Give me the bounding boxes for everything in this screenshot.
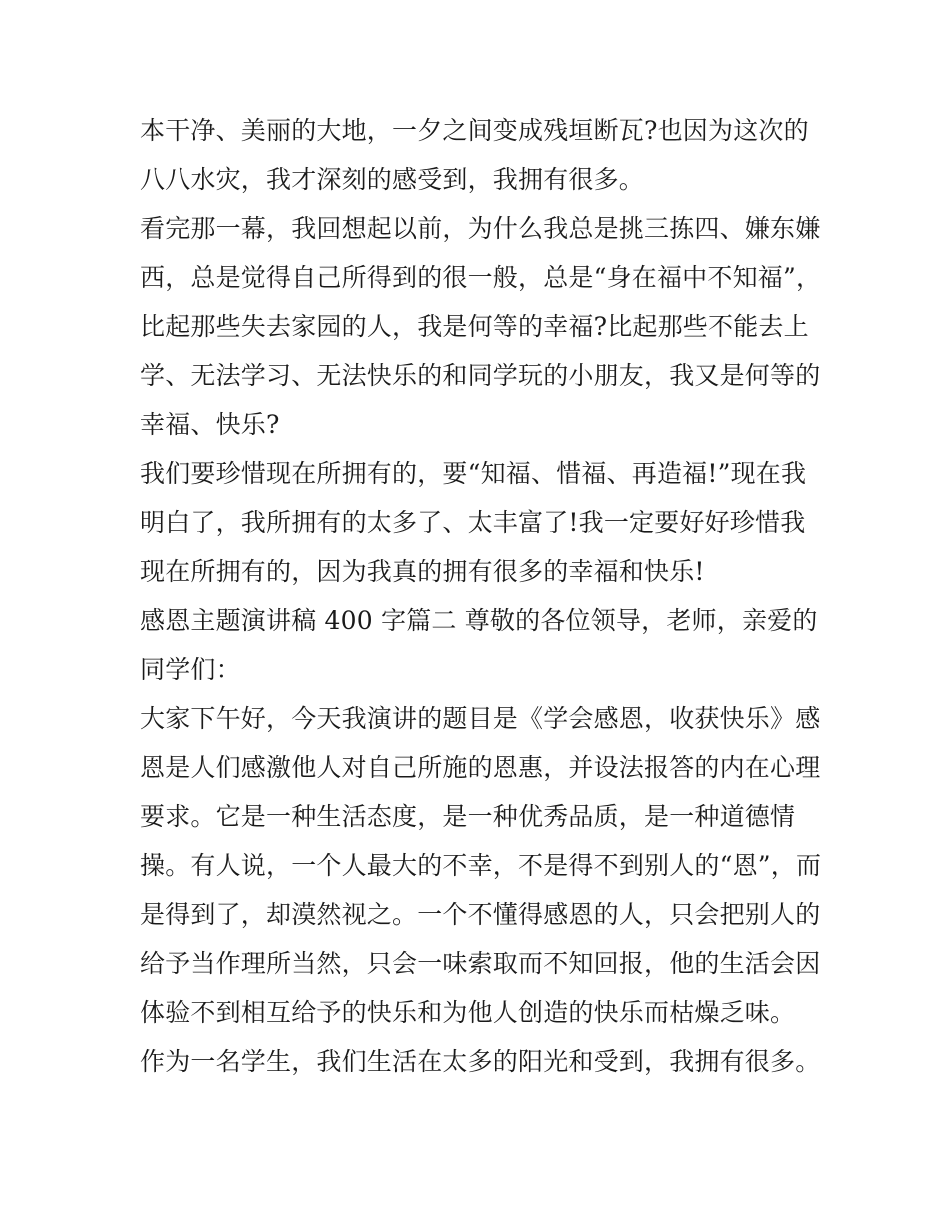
text-line: 是得到了，却漠然视之。一个不懂得感恩的人，只会把别人的 <box>140 900 821 929</box>
text-line: 看完那一幕，我回想起以前，为什么我总是挑三拣四、嫌东嫌 <box>140 214 821 243</box>
text-line: 要求。它是一种生活态度，是一种优秀品质，是一种道德情 <box>140 802 796 831</box>
text-line: 体验不到相互给予的快乐和为他人创造的快乐而枯燥乏味。 <box>140 998 796 1027</box>
text-line: 我们要珍惜现在所拥有的，要“知福、惜福、再造福!”现在我 <box>140 459 807 488</box>
text-line: 同学们： <box>140 655 241 684</box>
text-line: 大家下午好，今天我演讲的题目是《学会感恩，收获快乐》感 <box>140 704 821 733</box>
text-line: 作为一名学生，我们生活在太多的阳光和受到，我拥有很多。 <box>140 1047 821 1076</box>
text-line: 比起那些失去家园的人，我是何等的幸福?比起那些不能去上 <box>140 312 809 341</box>
text-line: 学、无法学习、无法快乐的和同学玩的小朋友，我又是何等的 <box>140 361 821 390</box>
text-line: 本干净、美丽的大地，一夕之间变成残垣断瓦?也因为这次的 <box>140 116 809 145</box>
text-line: 幸福、快乐? <box>140 410 280 439</box>
text-line: 明白了，我所拥有的太多了、太丰富了!我一定要好好珍惜我 <box>140 508 806 537</box>
text-line: 操。有人说，一个人最大的不幸，不是得不到别人的“恩”，而 <box>140 851 822 880</box>
section-heading-line: 感恩主题演讲稿 400 字篇二 尊敬的各位领导，老师，亲爱的 <box>140 606 818 635</box>
text-line: 八八水灾，我才深刻的感受到，我拥有很多。 <box>140 165 645 194</box>
text-line: 恩是人们感激他人对自己所施的恩惠，并设法报答的内在心理 <box>140 753 821 782</box>
document-body <box>140 106 830 1086</box>
text-line: 现在所拥有的，因为我真的拥有很多的幸福和快乐! <box>140 557 705 586</box>
text-line: 西，总是觉得自己所得到的很一般，总是“身在福中不知福”， <box>140 263 822 292</box>
text-line: 给予当作理所当然，只会一味索取而不知回报，他的生活会因 <box>140 949 821 978</box>
